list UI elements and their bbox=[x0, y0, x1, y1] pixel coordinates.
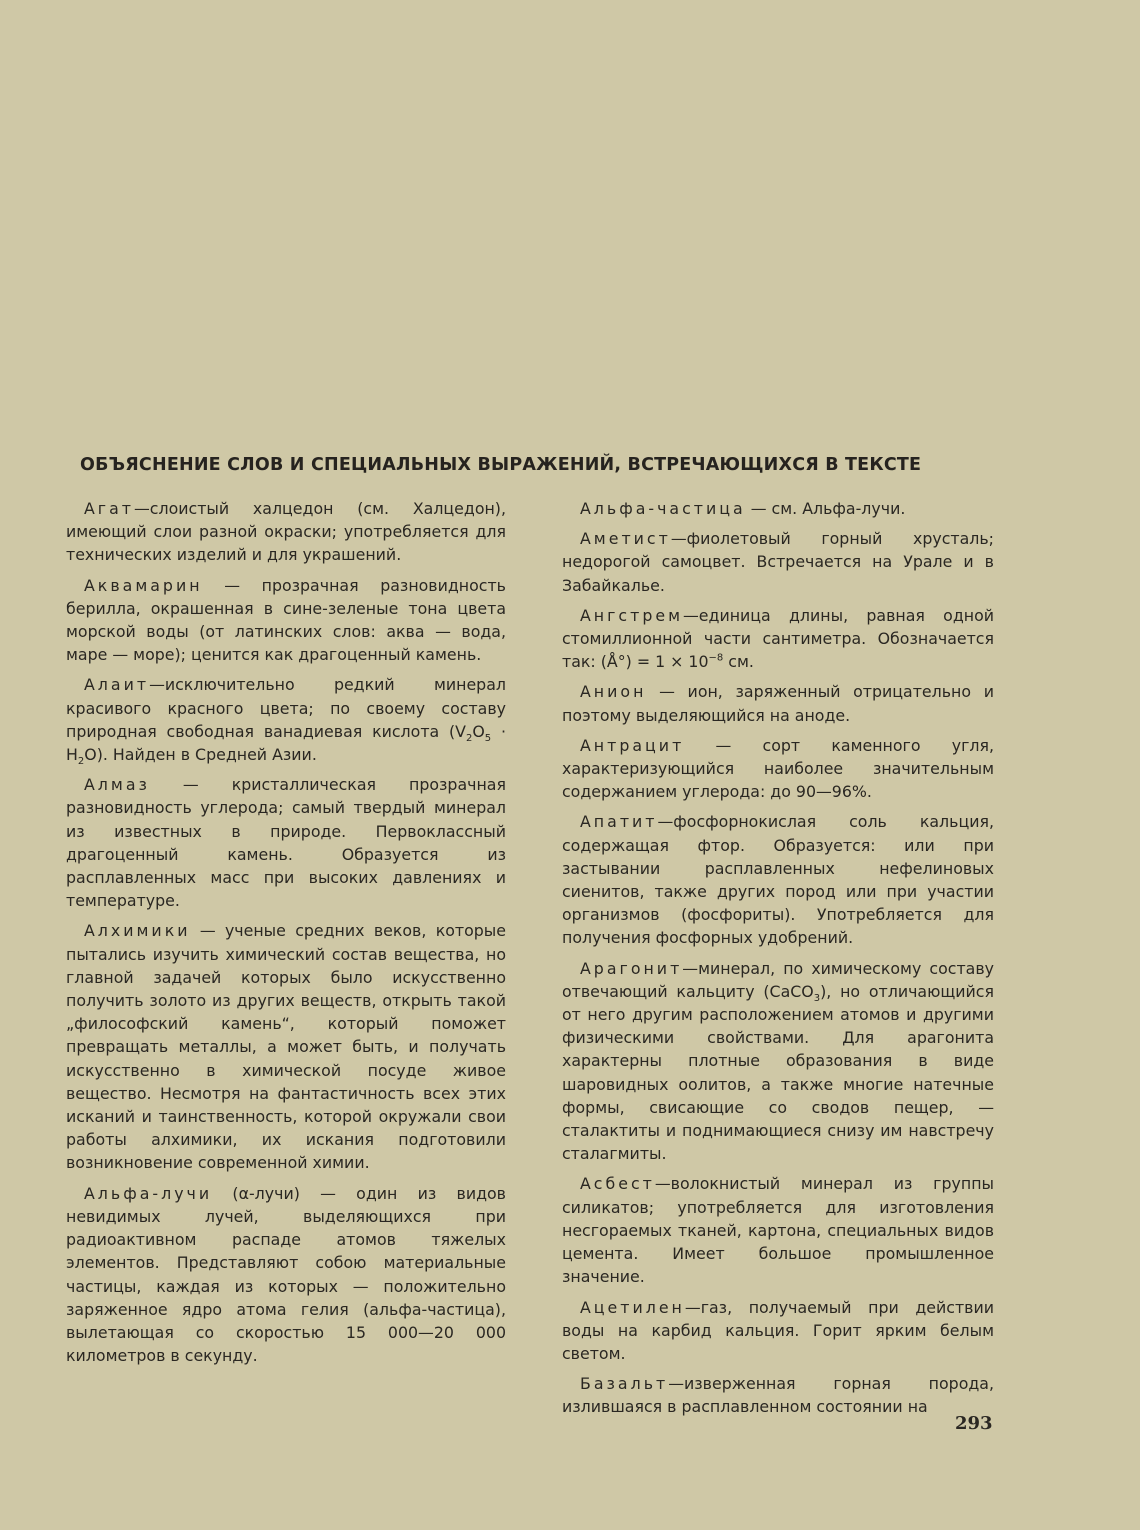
entry-term: Антрацит bbox=[580, 735, 685, 755]
glossary-entry-angstrem bbox=[562, 604, 994, 674]
entry-definition: —изверженная горная порода, излившаяся в расплавленном состоянии на bbox=[562, 1374, 994, 1417]
entry-term: Алхимики bbox=[84, 921, 191, 941]
entry-definition: —фиолетовый горный хрусталь; недорогой самоцвет. Встречается на Урале и в Забайкалье. bbox=[562, 529, 994, 595]
entry-definition: —слоистый халцедон (см. Халцедон), имеющий слои разной окраски; употребляется для технических изделий и для украшений. bbox=[66, 499, 506, 565]
glossary-entry-alait bbox=[66, 673, 506, 766]
glossary-entry-akvamarin bbox=[66, 574, 506, 667]
formula-subscript: 3 bbox=[813, 993, 821, 1005]
entry-term: Альфа-лучи bbox=[84, 1183, 213, 1203]
entry-term: Алмаз bbox=[84, 775, 150, 795]
page-number: 293 bbox=[955, 1413, 993, 1434]
formula-superscript: −8 bbox=[708, 652, 724, 664]
entry-term: Анион bbox=[580, 682, 647, 702]
entry-definition: —фосфорнокислая соль кальция, содержащая фтор. Образуется: или при застывании расплавленных нефелиновых сиенитов, также других пород или при участии организмов (фосфориты). Употребляется для получения фосфорных удобрений. bbox=[562, 812, 994, 948]
glossary-entry-ametist bbox=[562, 527, 994, 597]
entry-definition: —волокнистый минерал из группы силикатов; употребляется для изготовления несгораемых тканей, картона, специальных видов цемента. Имеет большое промышленное значение. bbox=[562, 1174, 994, 1287]
left-column bbox=[66, 497, 506, 1374]
entry-definition: —газ, получаемый при действии воды на карбид кальция. Горит ярким белым светом. bbox=[562, 1297, 994, 1363]
entry-definition: — сорт каменного угля, характеризующийся наиболее значительным содержанием углерода: до 90—96%. bbox=[562, 735, 994, 802]
glossary-entry-apatit bbox=[562, 810, 994, 949]
glossary-entry-asbest bbox=[562, 1172, 994, 1288]
entry-definition: — ученые средних веков, которые пытались изучить химический состав вещества, но главной задачей которых было искусственно получить золото из других веществ, открыть такой „философский камень“, который поможет превращать металлы, а может быть, и получать искусственно в химической посуде живое вещество. Несмотря на фантастичность всех этих исканий и таинственность, которой окружали свои работы алхимики, их искания подготовили возникновение современной химии. bbox=[66, 921, 506, 1173]
entry-term: Аметист bbox=[580, 529, 671, 549]
entry-definition: —исключительно редкий минерал красивого красного цвета; по своему составу природная свободная ванадиевая кислота (V bbox=[66, 675, 506, 741]
glossary-entry-alkhimiki bbox=[66, 919, 506, 1174]
glossary-entry-alfa-chastitsa bbox=[562, 497, 994, 520]
entry-term: Ангстрем bbox=[580, 605, 683, 625]
entry-term: Ацетилен bbox=[580, 1297, 685, 1317]
entry-definition: ), но отличающийся от него другим расположением атомов и другими физическими свойствами. Для арагонита характерны плотные образования в виде шаровидных оолитов, а также многие натечные формы, свисающие со сводов пещер, — сталактиты и поднимающиеся снизу им навстречу сталагмиты. bbox=[562, 981, 994, 1164]
entry-term: Альфа-частица bbox=[580, 499, 746, 518]
entry-definition: · H bbox=[66, 721, 506, 765]
glossary-entry-atsetilen bbox=[562, 1296, 994, 1366]
entry-definition: (α-лучи) — один из видов невидимых лучей, выделяющихся при радиоактивном распаде атомов тяжелых элементов. Представляют собою материальные частицы, каждая из которых — положительно заряженное ядро атома гелия (альфа-частица), вылетающая со скоростью 15 000—20 000 километров в секунду. bbox=[66, 1183, 506, 1366]
glossary-entry-agat bbox=[66, 497, 506, 567]
entry-term: Алаит bbox=[84, 675, 150, 695]
entry-term: Базальт bbox=[580, 1374, 669, 1394]
entry-definition: — прозрачная разновидность берилла, окрашенная в сине-зеленые тона цвета морской воды (от латинских слов: аква — вода, маре — море); ценится как драгоценный камень. bbox=[66, 575, 506, 665]
entry-definition: O bbox=[472, 721, 485, 741]
formula-subscript: 2 bbox=[77, 756, 85, 768]
glossary-entry-alfa-luchi bbox=[66, 1182, 506, 1368]
glossary-entry-bazalt bbox=[562, 1372, 994, 1418]
entry-definition: —минерал, по химическому составу отвечающий кальциту (CaCO bbox=[562, 958, 994, 1001]
entry-definition: см. bbox=[723, 652, 754, 672]
entry-definition: — см. Альфа-лучи. bbox=[745, 499, 906, 518]
glossary-entry-antratsit bbox=[562, 734, 994, 804]
entry-definition: — кристаллическая прозрачная разновидность углерода; самый твердый минерал из известных в природе. Первоклассный драгоценный камень. Образуется из расплавленных масс при высоких давлениях и температуре. bbox=[66, 775, 506, 911]
glossary-entry-almaz bbox=[66, 773, 506, 912]
entry-term: Агат bbox=[84, 499, 134, 518]
entry-definition: O). Найден в Средней Азии. bbox=[84, 745, 317, 765]
page-title: ОБЪЯСНЕНИЕ СЛОВ И СПЕЦИАЛЬНЫХ ВЫРАЖЕНИЙ, ВСТРЕЧАЮЩИХСЯ В ТЕКСТЕ bbox=[80, 455, 922, 475]
formula-subscript: 5 bbox=[484, 732, 492, 744]
glossary-entry-aragonit bbox=[562, 957, 994, 1166]
entry-term: Асбест bbox=[580, 1174, 655, 1194]
entry-definition: —единица длины, равная одной стомиллионной части сантиметра. Обозначается так: (Å°) = 1 × 10 bbox=[562, 605, 994, 672]
glossary-entry-anion bbox=[562, 680, 994, 726]
entry-definition: — ион, заряженный отрицательно и поэтому выделяющийся на аноде. bbox=[562, 682, 994, 725]
entry-term: Апатит bbox=[580, 812, 658, 832]
entry-term: Аквамарин bbox=[84, 575, 203, 595]
formula-subscript: 2 bbox=[465, 732, 473, 744]
right-column bbox=[562, 497, 994, 1426]
entry-term: Арагонит bbox=[580, 958, 683, 978]
